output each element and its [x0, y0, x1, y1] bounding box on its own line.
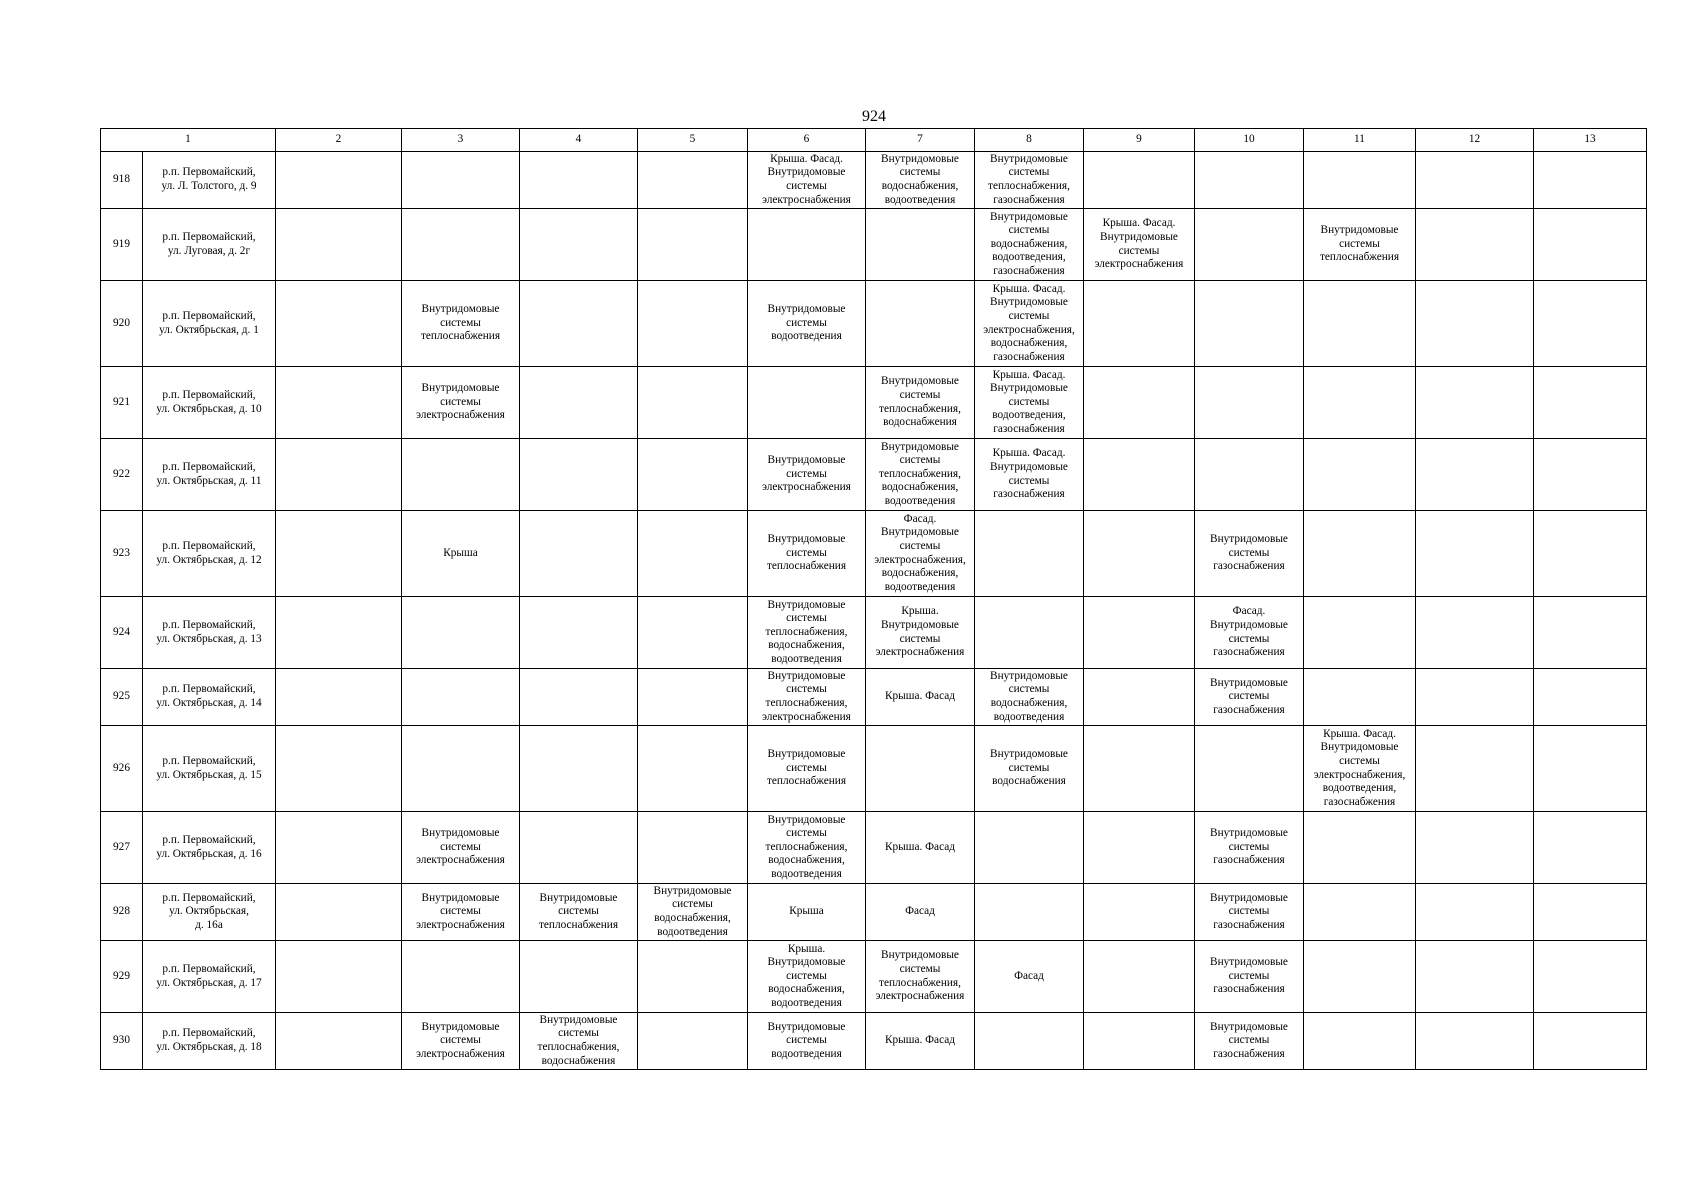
table-row — [101, 597, 1647, 669]
table-cell — [638, 669, 748, 726]
table-row — [101, 669, 1647, 726]
table-cell — [1304, 439, 1416, 511]
table-cell: Внутридомовые системы теплоснабжения, электроснабжения — [866, 941, 975, 1013]
table-cell — [1084, 439, 1195, 511]
table-cell — [1084, 669, 1195, 726]
table-cell — [1304, 1013, 1416, 1070]
table-row — [101, 812, 1647, 884]
table-cell — [638, 511, 748, 597]
row-number: 923 — [101, 511, 143, 597]
table-cell — [1195, 726, 1304, 812]
address-cell: р.п. Первомайский, ул. Октябрьская, д. 16а — [143, 884, 276, 941]
table-cell — [638, 941, 748, 1013]
row-number: 930 — [101, 1013, 143, 1070]
table-cell — [402, 439, 520, 511]
table-cell: Внутридомовые системы водоснабжения, водоотведения — [866, 152, 975, 209]
table-cell: Внутридомовые системы теплоснабжения, водоснабжения — [866, 367, 975, 439]
table-cell — [1416, 726, 1534, 812]
table-cell — [638, 597, 748, 669]
table-cell: Внутридомовые системы теплоснабжения, электроснабжения — [748, 669, 866, 726]
column-header: 10 — [1195, 129, 1304, 152]
table-cell — [1416, 812, 1534, 884]
table-cell — [1416, 152, 1534, 209]
table-cell: Крыша. Фасад. Внутридомовые системы электроснабжения — [1084, 209, 1195, 281]
address-cell: р.п. Первомайский, ул. Октябрьская, д. 13 — [143, 597, 276, 669]
table-cell: Внутридомовые системы электроснабжения — [748, 439, 866, 511]
table-cell — [866, 281, 975, 367]
table-cell: Внутридомовые системы теплоснабжения — [748, 511, 866, 597]
table-cell — [1534, 511, 1647, 597]
table-cell — [520, 812, 638, 884]
table-row — [101, 884, 1647, 941]
table-cell: Внутридомовые системы газоснабжения — [1195, 812, 1304, 884]
table-cell — [1195, 367, 1304, 439]
table-cell — [975, 812, 1084, 884]
table-cell — [638, 367, 748, 439]
column-header: 13 — [1534, 129, 1647, 152]
table-cell — [975, 884, 1084, 941]
table-cell — [975, 1013, 1084, 1070]
table-cell — [520, 941, 638, 1013]
table-cell — [1534, 367, 1647, 439]
row-number: 927 — [101, 812, 143, 884]
row-number: 926 — [101, 726, 143, 812]
table-cell — [1534, 439, 1647, 511]
table-cell — [866, 209, 975, 281]
row-number: 920 — [101, 281, 143, 367]
table-cell — [1534, 812, 1647, 884]
page-number: 924 — [862, 108, 886, 125]
table-cell — [1534, 281, 1647, 367]
table-cell — [1084, 941, 1195, 1013]
column-header: 11 — [1304, 129, 1416, 152]
table-cell — [276, 884, 402, 941]
table-cell — [1084, 511, 1195, 597]
table-cell — [1416, 511, 1534, 597]
table-cell: Внутридомовые системы водоснабжения, водоотведения — [975, 669, 1084, 726]
address-cell: р.п. Первомайский, ул. Луговая, д. 2г — [143, 209, 276, 281]
table-cell — [276, 669, 402, 726]
table-cell — [1195, 152, 1304, 209]
table-cell: Крыша — [402, 511, 520, 597]
table-cell: Крыша. Фасад — [866, 812, 975, 884]
table-cell: Крыша. Внутридомовые системы электроснабжения — [866, 597, 975, 669]
header-row — [101, 129, 1647, 152]
table-cell — [1416, 1013, 1534, 1070]
table-cell — [1195, 281, 1304, 367]
table-cell — [638, 152, 748, 209]
column-header: 4 — [520, 129, 638, 152]
table-cell: Внутридомовые системы электроснабжения — [402, 884, 520, 941]
table-cell: Крыша. Фасад. Внутридомовые системы водоотведения, газоснабжения — [975, 367, 1084, 439]
table-cell — [1416, 439, 1534, 511]
address-cell: р.п. Первомайский, ул. Октябрьская, д. 1 — [143, 281, 276, 367]
address-cell: р.п. Первомайский, ул. Л. Толстого, д. 9 — [143, 152, 276, 209]
row-number: 919 — [101, 209, 143, 281]
table-cell — [638, 439, 748, 511]
table-row — [101, 1013, 1647, 1070]
table-cell: Внутридомовые системы газоснабжения — [1195, 1013, 1304, 1070]
table-cell — [1416, 669, 1534, 726]
row-number: 925 — [101, 669, 143, 726]
table-cell — [1534, 209, 1647, 281]
address-cell: р.п. Первомайский, ул. Октябрьская, д. 17 — [143, 941, 276, 1013]
table-cell — [1304, 597, 1416, 669]
table-cell — [1304, 152, 1416, 209]
table-cell — [276, 726, 402, 812]
column-header: 6 — [748, 129, 866, 152]
column-header: 2 — [276, 129, 402, 152]
table-cell — [1534, 152, 1647, 209]
table-cell — [1416, 941, 1534, 1013]
column-header: 7 — [866, 129, 975, 152]
table-cell — [520, 726, 638, 812]
address-cell: р.п. Первомайский, ул. Октябрьская, д. 18 — [143, 1013, 276, 1070]
table-cell — [276, 941, 402, 1013]
table-cell — [276, 511, 402, 597]
table-cell — [1304, 367, 1416, 439]
row-number: 929 — [101, 941, 143, 1013]
table-cell — [520, 511, 638, 597]
table-cell — [402, 726, 520, 812]
address-cell: р.п. Первомайский, ул. Октябрьская, д. 11 — [143, 439, 276, 511]
column-header: 5 — [638, 129, 748, 152]
table-cell — [1534, 884, 1647, 941]
table-cell — [276, 1013, 402, 1070]
table-cell — [1416, 884, 1534, 941]
table-cell — [1304, 884, 1416, 941]
table-cell: Внутридомовые системы газоснабжения — [1195, 941, 1304, 1013]
table-cell — [1534, 941, 1647, 1013]
row-number: 922 — [101, 439, 143, 511]
table-cell: Внутридомовые системы газоснабжения — [1195, 511, 1304, 597]
table-cell: Внутридомовые системы теплоснабжения, водоснабжения, водоотведения — [748, 812, 866, 884]
table-cell — [1534, 1013, 1647, 1070]
table-cell — [638, 281, 748, 367]
table-cell — [1084, 1013, 1195, 1070]
table-cell — [1084, 726, 1195, 812]
table-cell: Внутридомовые системы теплоснабжения — [402, 281, 520, 367]
table-cell — [1304, 812, 1416, 884]
table-cell: Внутридомовые системы водоснабжения, водоотведения — [638, 884, 748, 941]
table-cell: Внутридомовые системы электроснабжения — [402, 367, 520, 439]
table-cell: Крыша. Внутридомовые системы водоснабжения, водоотведения — [748, 941, 866, 1013]
row-number: 918 — [101, 152, 143, 209]
table-cell — [1084, 367, 1195, 439]
row-number: 921 — [101, 367, 143, 439]
table-cell — [1416, 597, 1534, 669]
table-cell: Внутридомовые системы теплоснабжения, водоснабжения, водоотведения — [748, 597, 866, 669]
table-cell: Внутридомовые системы теплоснабжения — [748, 726, 866, 812]
table-cell: Внутридомовые системы газоснабжения — [1195, 884, 1304, 941]
table-cell — [638, 209, 748, 281]
table-cell — [866, 726, 975, 812]
table-cell — [1416, 209, 1534, 281]
table-cell — [276, 812, 402, 884]
table-row — [101, 726, 1647, 812]
table-cell — [520, 597, 638, 669]
address-cell: р.п. Первомайский, ул. Октябрьская, д. 14 — [143, 669, 276, 726]
table-cell — [402, 597, 520, 669]
address-cell: р.п. Первомайский, ул. Октябрьская, д. 15 — [143, 726, 276, 812]
table-cell — [1195, 439, 1304, 511]
table-row — [101, 941, 1647, 1013]
table-cell — [975, 597, 1084, 669]
table-cell — [402, 152, 520, 209]
table-cell — [638, 1013, 748, 1070]
table-row — [101, 209, 1647, 281]
column-header: 3 — [402, 129, 520, 152]
table-cell: Внутридомовые системы водоснабжения — [975, 726, 1084, 812]
table-row — [101, 152, 1647, 209]
column-header: 8 — [975, 129, 1084, 152]
table-cell — [1195, 209, 1304, 281]
table-cell: Крыша — [748, 884, 866, 941]
table-cell — [276, 209, 402, 281]
table-cell — [1084, 812, 1195, 884]
table-cell: Внутридомовые системы теплоснабжения — [1304, 209, 1416, 281]
table-cell: Внутридомовые системы теплоснабжения — [520, 884, 638, 941]
table-cell — [520, 439, 638, 511]
table-cell — [638, 812, 748, 884]
table-cell — [1084, 152, 1195, 209]
table-cell — [1084, 884, 1195, 941]
table-cell: Внутридомовые системы газоснабжения — [1195, 669, 1304, 726]
table-cell: Внутридомовые системы теплоснабжения, газоснабжения — [975, 152, 1084, 209]
table-cell — [402, 669, 520, 726]
table-cell — [1304, 669, 1416, 726]
table-row — [101, 281, 1647, 367]
table-cell: Внутридомовые системы водоотведения — [748, 1013, 866, 1070]
table-cell: Внутридомовые системы водоотведения — [748, 281, 866, 367]
table-cell: Крыша. Фасад. Внутридомовые системы электроснабжения, водоотведения, газоснабжения — [1304, 726, 1416, 812]
column-header: 1 — [101, 129, 276, 152]
table-cell — [520, 669, 638, 726]
table-cell: Фасад — [866, 884, 975, 941]
column-header: 9 — [1084, 129, 1195, 152]
table-cell — [520, 209, 638, 281]
table-cell — [276, 597, 402, 669]
table-cell: Внутридомовые системы электроснабжения — [402, 812, 520, 884]
table-cell — [276, 281, 402, 367]
table-body — [101, 152, 1647, 1070]
table-cell — [1534, 669, 1647, 726]
table-cell: Фасад. Внутридомовые системы газоснабжения — [1195, 597, 1304, 669]
table-cell — [276, 152, 402, 209]
table-cell — [1416, 281, 1534, 367]
table-cell — [520, 281, 638, 367]
table-cell: Внутридомовые системы теплоснабжения, водоснабжения, водоотведения — [866, 439, 975, 511]
table-row — [101, 511, 1647, 597]
row-number: 924 — [101, 597, 143, 669]
table-cell — [1534, 597, 1647, 669]
address-cell: р.п. Первомайский, ул. Октябрьская, д. 16 — [143, 812, 276, 884]
table-cell — [276, 439, 402, 511]
table-row — [101, 367, 1647, 439]
table-cell — [276, 367, 402, 439]
table-cell: Внутридомовые системы водоснабжения, водоотведения, газоснабжения — [975, 209, 1084, 281]
table-cell: Внутридомовые системы теплоснабжения, водоснабжения — [520, 1013, 638, 1070]
table-cell — [975, 511, 1084, 597]
address-cell: р.п. Первомайский, ул. Октябрьская, д. 10 — [143, 367, 276, 439]
table-cell: Фасад. Внутридомовые системы электроснабжения, водоснабжения, водоотведения — [866, 511, 975, 597]
table-cell — [402, 941, 520, 1013]
table-cell: Крыша. Фасад. Внутридомовые системы газоснабжения — [975, 439, 1084, 511]
table-cell: Внутридомовые системы электроснабжения — [402, 1013, 520, 1070]
table-cell: Крыша. Фасад. Внутридомовые системы электроснабжения — [748, 152, 866, 209]
table-cell: Крыша. Фасад — [866, 669, 975, 726]
column-header: 12 — [1416, 129, 1534, 152]
address-cell: р.п. Первомайский, ул. Октябрьская, д. 12 — [143, 511, 276, 597]
table-cell — [402, 209, 520, 281]
table-cell: Крыша. Фасад. Внутридомовые системы электроснабжения, водоснабжения, газоснабжения — [975, 281, 1084, 367]
table-cell: Фасад — [975, 941, 1084, 1013]
repair-schedule-table — [100, 128, 1647, 1070]
table-cell — [748, 209, 866, 281]
table-cell — [520, 367, 638, 439]
table-cell — [520, 152, 638, 209]
table-cell — [1304, 941, 1416, 1013]
table-cell — [1416, 367, 1534, 439]
table-cell — [1534, 726, 1647, 812]
row-number: 928 — [101, 884, 143, 941]
table-row — [101, 439, 1647, 511]
table-cell — [638, 726, 748, 812]
table-cell — [1304, 281, 1416, 367]
table-cell — [1304, 511, 1416, 597]
table-cell: Крыша. Фасад — [866, 1013, 975, 1070]
table-cell — [1084, 281, 1195, 367]
table-cell — [748, 367, 866, 439]
table-cell — [1084, 597, 1195, 669]
